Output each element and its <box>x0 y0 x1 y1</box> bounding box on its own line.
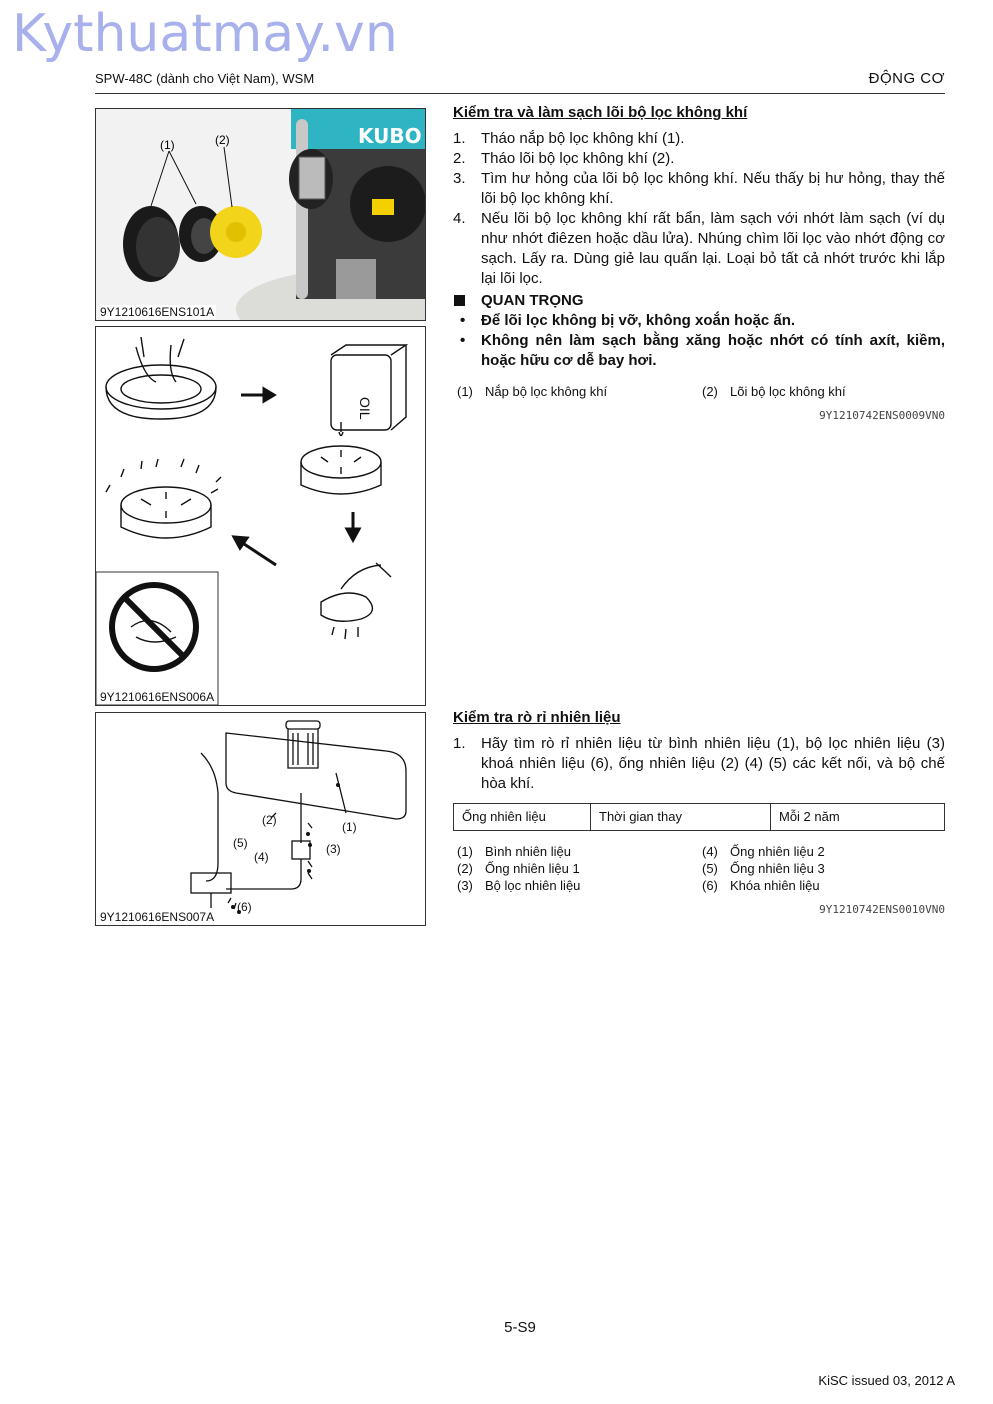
callout-2: (2) <box>215 133 230 147</box>
callout-1: (1) <box>160 138 175 152</box>
reference-code: 9Y1210742ENS0010VN0 <box>819 903 945 916</box>
callout-1: (1) <box>342 820 357 834</box>
steps-list <box>453 129 945 289</box>
figure-code: 9Y1210616ENS101A <box>100 305 215 319</box>
step-item: 4. Nếu lõi bộ lọc không khí rất bẩn, làm sạch với nhớt làm sạch (ví dụ như nhớt điêzen hoặc dầu lửa). Nhúng chìm lõi lọc vào nhớt động cơ sạch. Lấy ra. Dùng giẻ lau quấn lại. Loại bỏ tất cả nhớt trước khi lắp lại lõi lọc. <box>453 210 945 287</box>
figure-air-filter-photo <box>95 108 426 321</box>
table-cell: Thời gian thay <box>591 804 771 831</box>
callout-3: (3) <box>326 842 341 856</box>
air-filter-photo-illustration <box>96 109 425 320</box>
step-item: 2. Tháo lõi bộ lọc không khí (2). <box>453 150 675 167</box>
callout-2: (2) <box>262 813 277 827</box>
callout-5: (5) <box>233 836 248 850</box>
legend-item: (6) Khóa nhiên liệu <box>702 878 820 893</box>
important-item: • Không nên làm sạch bằng xăng hoặc nhớt có tính axít, kiềm, hoặc hữu cơ dễ bay hơi. <box>460 332 945 369</box>
header-manual-title: SPW-48C (dành cho Việt Nam), WSM <box>95 71 315 86</box>
legend-item: (2) Ống nhiên liệu 1 <box>457 861 580 876</box>
header-chapter: ĐỘNG CƠ <box>868 70 945 87</box>
callout-6: (6) <box>237 900 252 914</box>
table-cell: Ống nhiên liệu <box>454 804 591 831</box>
oil-label: OIL <box>357 397 373 420</box>
figure-code: 9Y1210616ENS007A <box>100 910 215 924</box>
table-row <box>454 804 945 831</box>
figure-code: 9Y1210616ENS006A <box>100 690 215 704</box>
important-heading: QUAN TRỌNG <box>453 291 945 311</box>
footer-issue: KiSC issued 03, 2012 A <box>818 1373 955 1388</box>
callout-4: (4) <box>254 850 269 864</box>
section-title: Kiểm tra và làm sạch lõi bộ lọc không khí <box>453 104 748 121</box>
fuel-system-illustration <box>96 713 425 925</box>
legend <box>453 383 945 400</box>
steps-list <box>453 734 945 794</box>
legend-item: (4) Ống nhiên liệu 2 <box>702 844 825 859</box>
legend-item: (1) Nắp bộ lọc không khí <box>457 384 608 399</box>
replacement-interval-table <box>453 803 945 831</box>
section-air-filter <box>453 103 945 426</box>
step-item: 3. Tìm hư hỏng của lõi bộ lọc không khí. Nếu thấy bị hư hỏng, thay thế lõi bộ lọc không khí. <box>453 170 945 207</box>
square-bullet-icon <box>454 295 465 306</box>
step-item: 1. Tháo nắp bộ lọc không khí (1). <box>453 130 685 147</box>
figure-cleaning-procedure <box>95 326 426 706</box>
reference-code: 9Y1210742ENS0009VN0 <box>819 409 945 422</box>
important-item: • Để lõi lọc không bị vỡ, không xoắn hoặc ấn. <box>460 312 796 329</box>
section-title: Kiểm tra rò rỉ nhiên liệu <box>453 709 621 726</box>
page-number: 5-S9 <box>504 1319 536 1336</box>
legend-item: (3) Bộ lọc nhiên liệu <box>457 878 581 893</box>
legend-item: (2) Lõi bộ lọc không khí <box>702 384 846 399</box>
legend-item: (1) Bình nhiên liệu <box>457 844 572 859</box>
step-item: 1. Hãy tìm rò rỉ nhiên liệu từ bình nhiên liệu (1), bộ lọc nhiên liệu (3) khoá nhiên liệu (6), ống nhiên liệu (2) (4) (5) các kết nối, và bộ chế hòa khí. <box>453 735 945 792</box>
brand-text: KUBO <box>358 124 422 148</box>
watermark-logo: Kythuatmay.vn <box>12 4 398 64</box>
figure-fuel-system-diagram <box>95 712 426 926</box>
important-list <box>453 311 945 371</box>
section-fuel-leak <box>453 708 945 920</box>
legend-item: (5) Ống nhiên liệu 3 <box>702 861 825 876</box>
legend <box>453 843 945 894</box>
table-cell: Mỗi 2 năm <box>771 804 945 831</box>
header-divider <box>95 93 945 94</box>
cleaning-procedure-illustration <box>96 327 425 705</box>
